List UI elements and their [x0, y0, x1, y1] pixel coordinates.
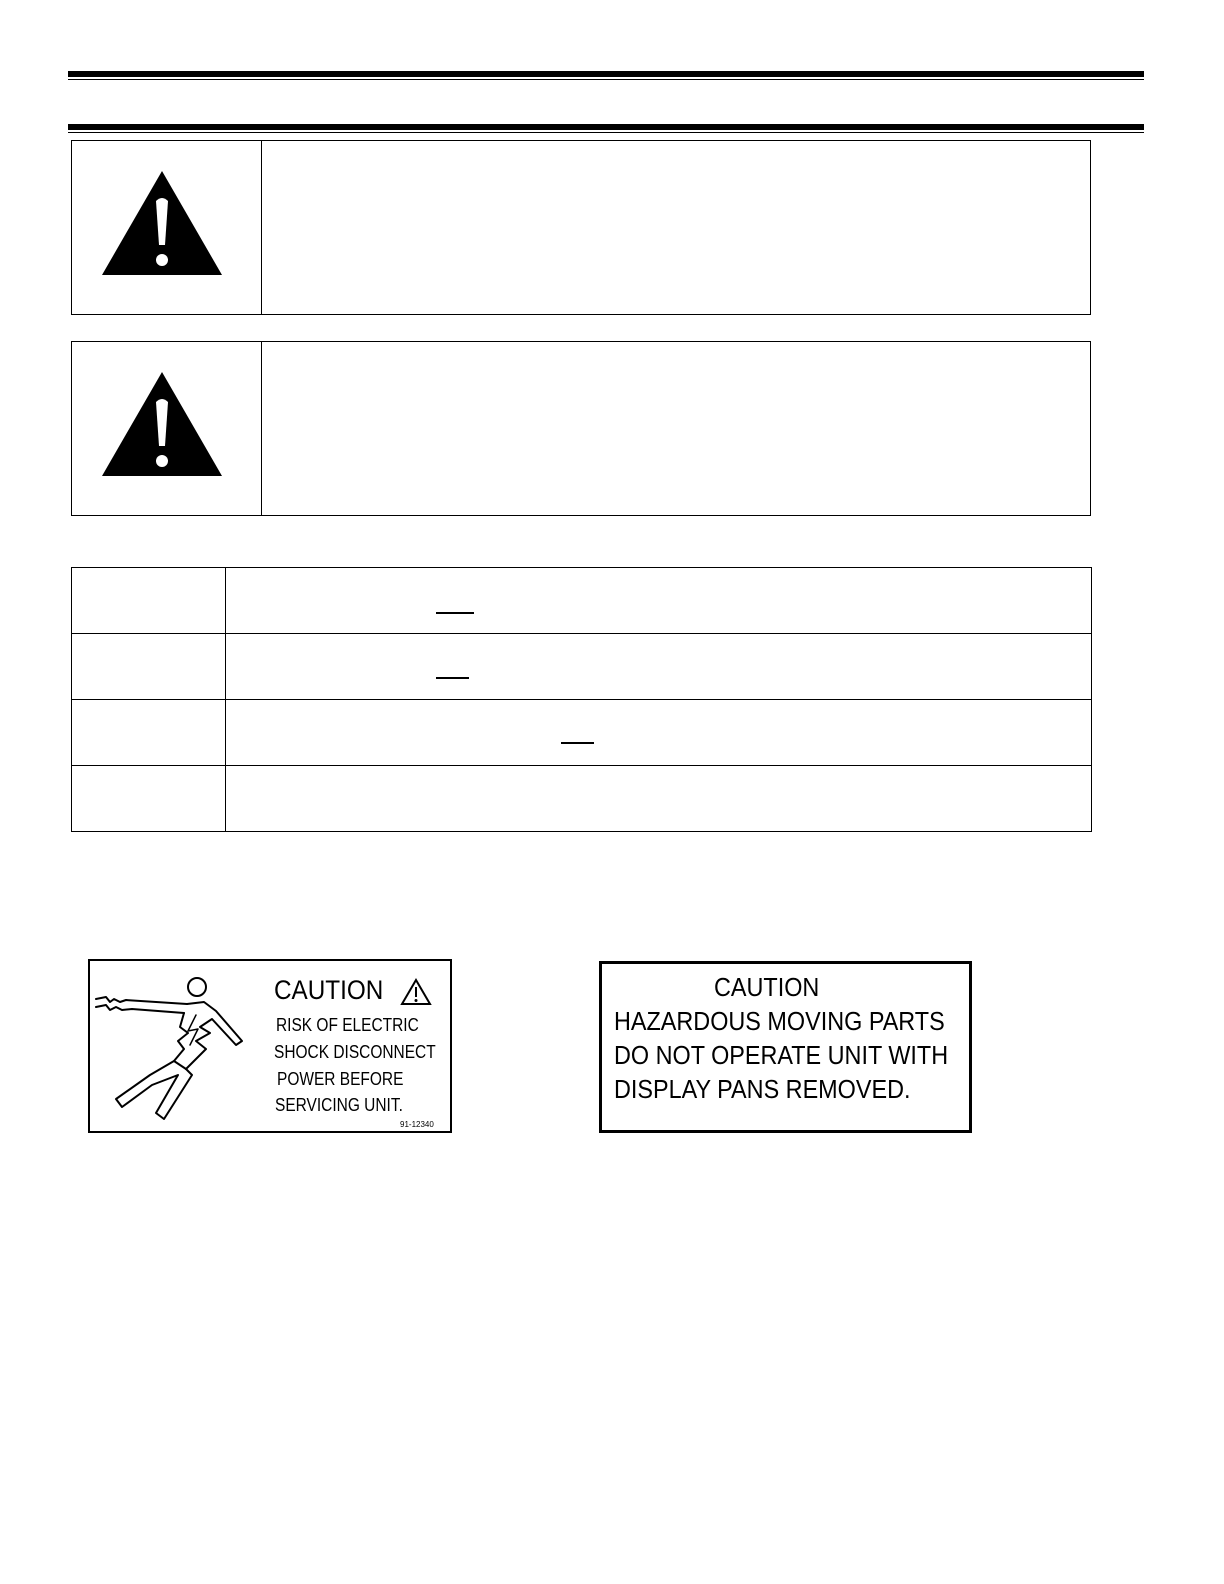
table-row — [72, 700, 1092, 766]
description-cell — [226, 568, 1092, 634]
underline-mark — [436, 612, 474, 614]
table-row — [72, 568, 1092, 634]
label-title: CAUTION — [714, 972, 820, 1002]
table-row — [72, 634, 1092, 700]
description-cell — [226, 766, 1092, 832]
term-cell — [72, 568, 226, 634]
electric-shock-figure-icon — [92, 969, 267, 1129]
label-text-line: SHOCK DISCONNECT — [274, 1042, 436, 1062]
description-cell — [226, 700, 1092, 766]
header-rule-top — [68, 71, 1144, 80]
underline-mark — [436, 677, 469, 679]
electric-shock-caution-label — [88, 959, 452, 1133]
table-row — [72, 766, 1092, 832]
term-cell — [72, 634, 226, 700]
label-part-number: 91-12340 — [400, 1120, 434, 1129]
warning-icon-cell — [72, 342, 262, 515]
warning-box-2 — [71, 341, 1091, 516]
term-cell — [72, 766, 226, 832]
label-text-line: DISPLAY PANS REMOVED. — [614, 1074, 911, 1104]
warning-icon-cell — [72, 141, 262, 314]
label-text-line: RISK OF ELECTRIC — [276, 1015, 419, 1035]
header-rule-bottom — [68, 124, 1144, 133]
description-cell — [226, 634, 1092, 700]
warning-triangle-icon — [102, 171, 222, 277]
label-title: CAUTION — [274, 975, 384, 1005]
label-text-line: DO NOT OPERATE UNIT WITH — [614, 1040, 949, 1070]
warning-box-1 — [71, 140, 1091, 315]
underline-mark — [561, 742, 594, 744]
warning-triangle-icon — [400, 978, 432, 1006]
term-cell — [72, 700, 226, 766]
warning-text-cell — [262, 141, 1090, 314]
signal-word-table — [71, 567, 1092, 832]
moving-parts-caution-label — [599, 961, 972, 1133]
warning-text-cell — [262, 342, 1090, 515]
label-text-line: POWER BEFORE — [277, 1069, 404, 1089]
label-text-line: SERVICING UNIT. — [275, 1095, 403, 1115]
label-text-line: HAZARDOUS MOVING PARTS — [614, 1006, 945, 1036]
warning-triangle-icon — [102, 372, 222, 478]
